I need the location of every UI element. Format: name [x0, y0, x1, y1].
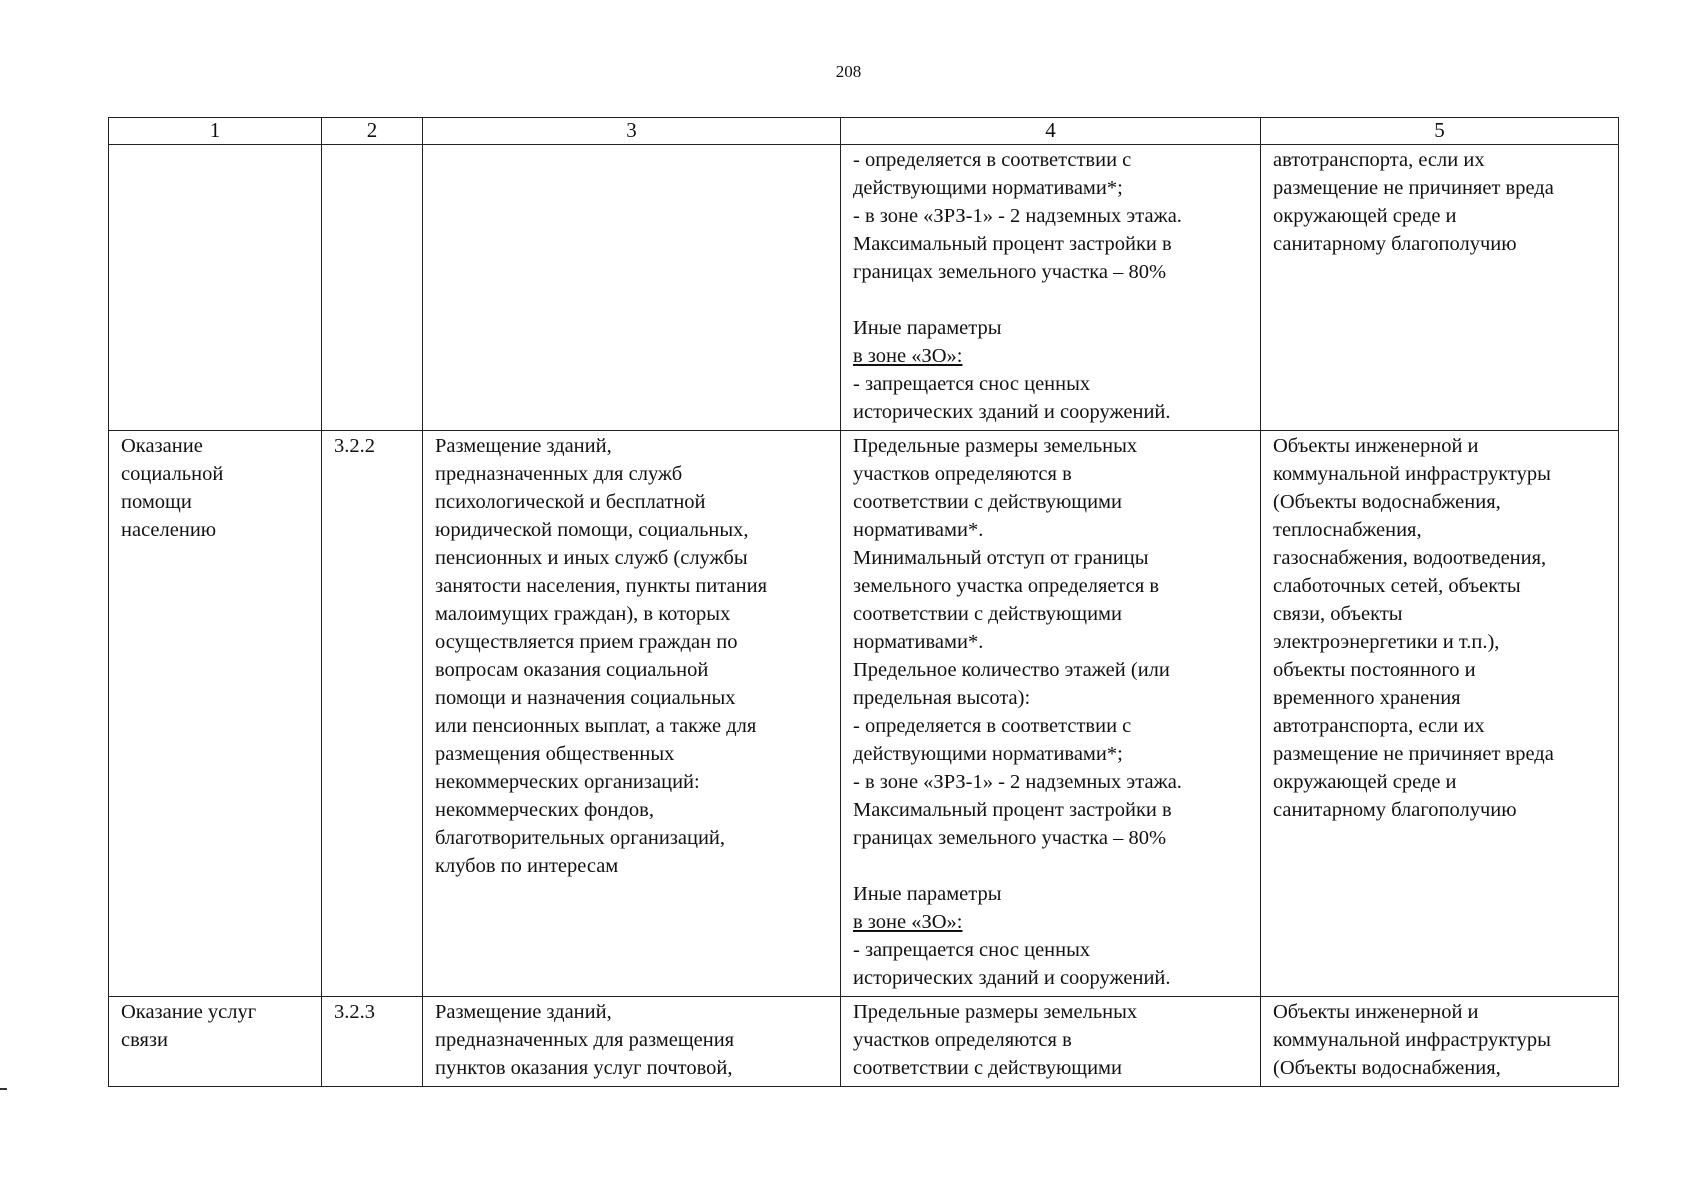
- cell-text-line: - в зоне «ЗРЗ-1» - 2 надземных этажа.: [853, 205, 1182, 227]
- use-name-cell: [109, 145, 322, 431]
- table-row: [109, 431, 1619, 997]
- cell-text-line: 3.2.3: [334, 1001, 375, 1023]
- auxiliary-uses-cell: [1261, 431, 1619, 997]
- blank-line: [853, 852, 1250, 880]
- scan-mark: [0, 1088, 7, 1090]
- cell-text-line: окружающей среде и: [1273, 205, 1457, 227]
- cell-text-line: коммунальной инфраструктуры: [1273, 463, 1551, 485]
- cell-text-line: осуществляется прием граждан по: [435, 631, 738, 653]
- auxiliary-uses-cell: [1261, 145, 1619, 431]
- cell-text-line: связи: [121, 1029, 169, 1051]
- cell-text-line: соответствии с действующими: [853, 603, 1122, 625]
- cell-text-line: некоммерческих фондов,: [435, 799, 654, 821]
- auxiliary-uses-cell: [1261, 997, 1619, 1087]
- column-header: 2: [322, 118, 423, 145]
- cell-text-line: исторических зданий и сооружений.: [853, 401, 1171, 423]
- column-header: 5: [1261, 118, 1619, 145]
- cell-text-line: временного хранения: [1273, 687, 1461, 709]
- cell-text-line: границах земельного участка – 80%: [853, 261, 1167, 283]
- cell-text-line: - в зоне «ЗРЗ-1» - 2 надземных этажа.: [853, 771, 1182, 793]
- cell-text-line: некоммерческих организаций:: [435, 771, 700, 793]
- cell-text-line: Объекты инженерной и: [1273, 1001, 1479, 1023]
- cell-text-line: Максимальный процент застройки в: [853, 799, 1172, 821]
- blank-line: [853, 286, 1250, 314]
- cell-text-line: - определяется в соответствии с: [853, 715, 1132, 737]
- parameters-cell: [841, 431, 1261, 997]
- column-header: 1: [109, 118, 322, 145]
- use-code-cell: [322, 431, 423, 997]
- cell-text-line: газоснабжения, водоотведения,: [1273, 547, 1547, 569]
- cell-text-line: связи, объекты: [1273, 603, 1403, 625]
- cell-text-line: санитарному благополучию: [1273, 233, 1517, 255]
- cell-text-line: нормативами*.: [853, 519, 984, 541]
- cell-text-line: населению: [121, 519, 217, 541]
- parameters-cell: [841, 145, 1261, 431]
- cell-text-line: земельного участка определяется в: [853, 575, 1160, 597]
- cell-text-line: соответствии с действующими: [853, 491, 1122, 513]
- cell-text-line: помощи: [121, 491, 192, 513]
- cell-text-line: психологической и бесплатной: [435, 491, 706, 513]
- cell-text-line: размещение не причиняет вреда: [1273, 743, 1554, 765]
- cell-text-line: участков определяются в: [853, 1029, 1072, 1051]
- use-description-cell: [423, 997, 841, 1087]
- column-header: 4: [841, 118, 1261, 145]
- cell-text-line: размещения общественных: [435, 743, 675, 765]
- cell-text-line: Оказание: [121, 435, 203, 457]
- cell-text-line: санитарному благополучию: [1273, 799, 1517, 821]
- cell-text-line: клубов по интересам: [435, 855, 619, 877]
- cell-text-line: Иные параметры: [853, 883, 1002, 905]
- cell-text-line: электроэнергетики и т.п.),: [1273, 631, 1500, 653]
- cell-text-line: юридической помощи, социальных,: [435, 519, 749, 541]
- cell-text-line: Предельные размеры земельных: [853, 435, 1138, 457]
- cell-text-line: автотранспорта, если их: [1273, 715, 1485, 737]
- table-row: [109, 997, 1619, 1087]
- use-description-cell: [423, 431, 841, 997]
- table-body: [109, 145, 1619, 1087]
- cell-text-line: Предельные размеры земельных: [853, 1001, 1138, 1023]
- cell-text-line: объекты постоянного и: [1273, 659, 1476, 681]
- cell-text-line: социальной: [121, 463, 224, 485]
- cell-text-line: пенсионных и иных служб (службы: [435, 547, 748, 569]
- cell-text-line: благотворительных организаций,: [435, 827, 726, 849]
- table-row: [109, 145, 1619, 431]
- cell-text-line: коммунальной инфраструктуры: [1273, 1029, 1551, 1051]
- zoning-table: [108, 117, 1619, 1087]
- cell-text-line: предельная высота):: [853, 687, 1031, 709]
- use-name-cell: [109, 431, 322, 997]
- cell-text-line: - определяется в соответствии с: [853, 149, 1132, 171]
- cell-text-line: Оказание услуг: [121, 1001, 257, 1023]
- cell-text-line: действующими нормативами*;: [853, 743, 1123, 765]
- cell-text-line: в зоне «ЗО»:: [853, 345, 963, 367]
- cell-text-line: размещение не причиняет вреда: [1273, 177, 1554, 199]
- page-number: 208: [835, 62, 862, 81]
- cell-text-line: Предельное количество этажей (или: [853, 659, 1170, 681]
- table-header-row: [109, 118, 1619, 145]
- cell-text-line: - запрещается снос ценных: [853, 373, 1091, 395]
- cell-text-line: окружающей среде и: [1273, 771, 1457, 793]
- cell-text-line: (Объекты водоснабжения,: [1273, 1057, 1501, 1079]
- cell-text-line: в зоне «ЗО»:: [853, 911, 963, 933]
- cell-text-line: автотранспорта, если их: [1273, 149, 1485, 171]
- cell-text-line: слаботочных сетей, объекты: [1273, 575, 1521, 597]
- cell-text-line: Иные параметры: [853, 317, 1002, 339]
- cell-text-line: пунктов оказания услуг почтовой,: [435, 1057, 733, 1079]
- cell-text-line: помощи и назначения социальных: [435, 687, 736, 709]
- cell-text-line: нормативами*.: [853, 631, 984, 653]
- use-description-cell: [423, 145, 841, 431]
- cell-text-line: Размещение зданий,: [435, 1001, 612, 1023]
- cell-text-line: действующими нормативами*;: [853, 177, 1123, 199]
- cell-text-line: Минимальный отступ от границы: [853, 547, 1149, 569]
- cell-text-line: Максимальный процент застройки в: [853, 233, 1172, 255]
- cell-text-line: - запрещается снос ценных: [853, 939, 1091, 961]
- cell-text-line: (Объекты водоснабжения,: [1273, 491, 1501, 513]
- cell-text-line: Объекты инженерной и: [1273, 435, 1479, 457]
- cell-text-line: Размещение зданий,: [435, 435, 612, 457]
- parameters-cell: [841, 997, 1261, 1087]
- cell-text-line: 3.2.2: [334, 435, 375, 457]
- use-code-cell: [322, 997, 423, 1087]
- cell-text-line: теплоснабжения,: [1273, 519, 1422, 541]
- cell-text-line: исторических зданий и сооружений.: [853, 967, 1171, 989]
- cell-text-line: соответствии с действующими: [853, 1057, 1122, 1079]
- cell-text-line: предназначенных для служб: [435, 463, 683, 485]
- cell-text-line: вопросам оказания социальной: [435, 659, 709, 681]
- cell-text-line: малоимущих граждан), в которых: [435, 603, 731, 625]
- cell-text-line: предназначенных для размещения: [435, 1029, 735, 1051]
- column-header: 3: [423, 118, 841, 145]
- cell-text-line: занятости населения, пункты питания: [435, 575, 768, 597]
- cell-text-line: участков определяются в: [853, 463, 1072, 485]
- use-code-cell: [322, 145, 423, 431]
- use-name-cell: [109, 997, 322, 1087]
- cell-text-line: или пенсионных выплат, а также для: [435, 715, 757, 737]
- cell-text-line: границах земельного участка – 80%: [853, 827, 1167, 849]
